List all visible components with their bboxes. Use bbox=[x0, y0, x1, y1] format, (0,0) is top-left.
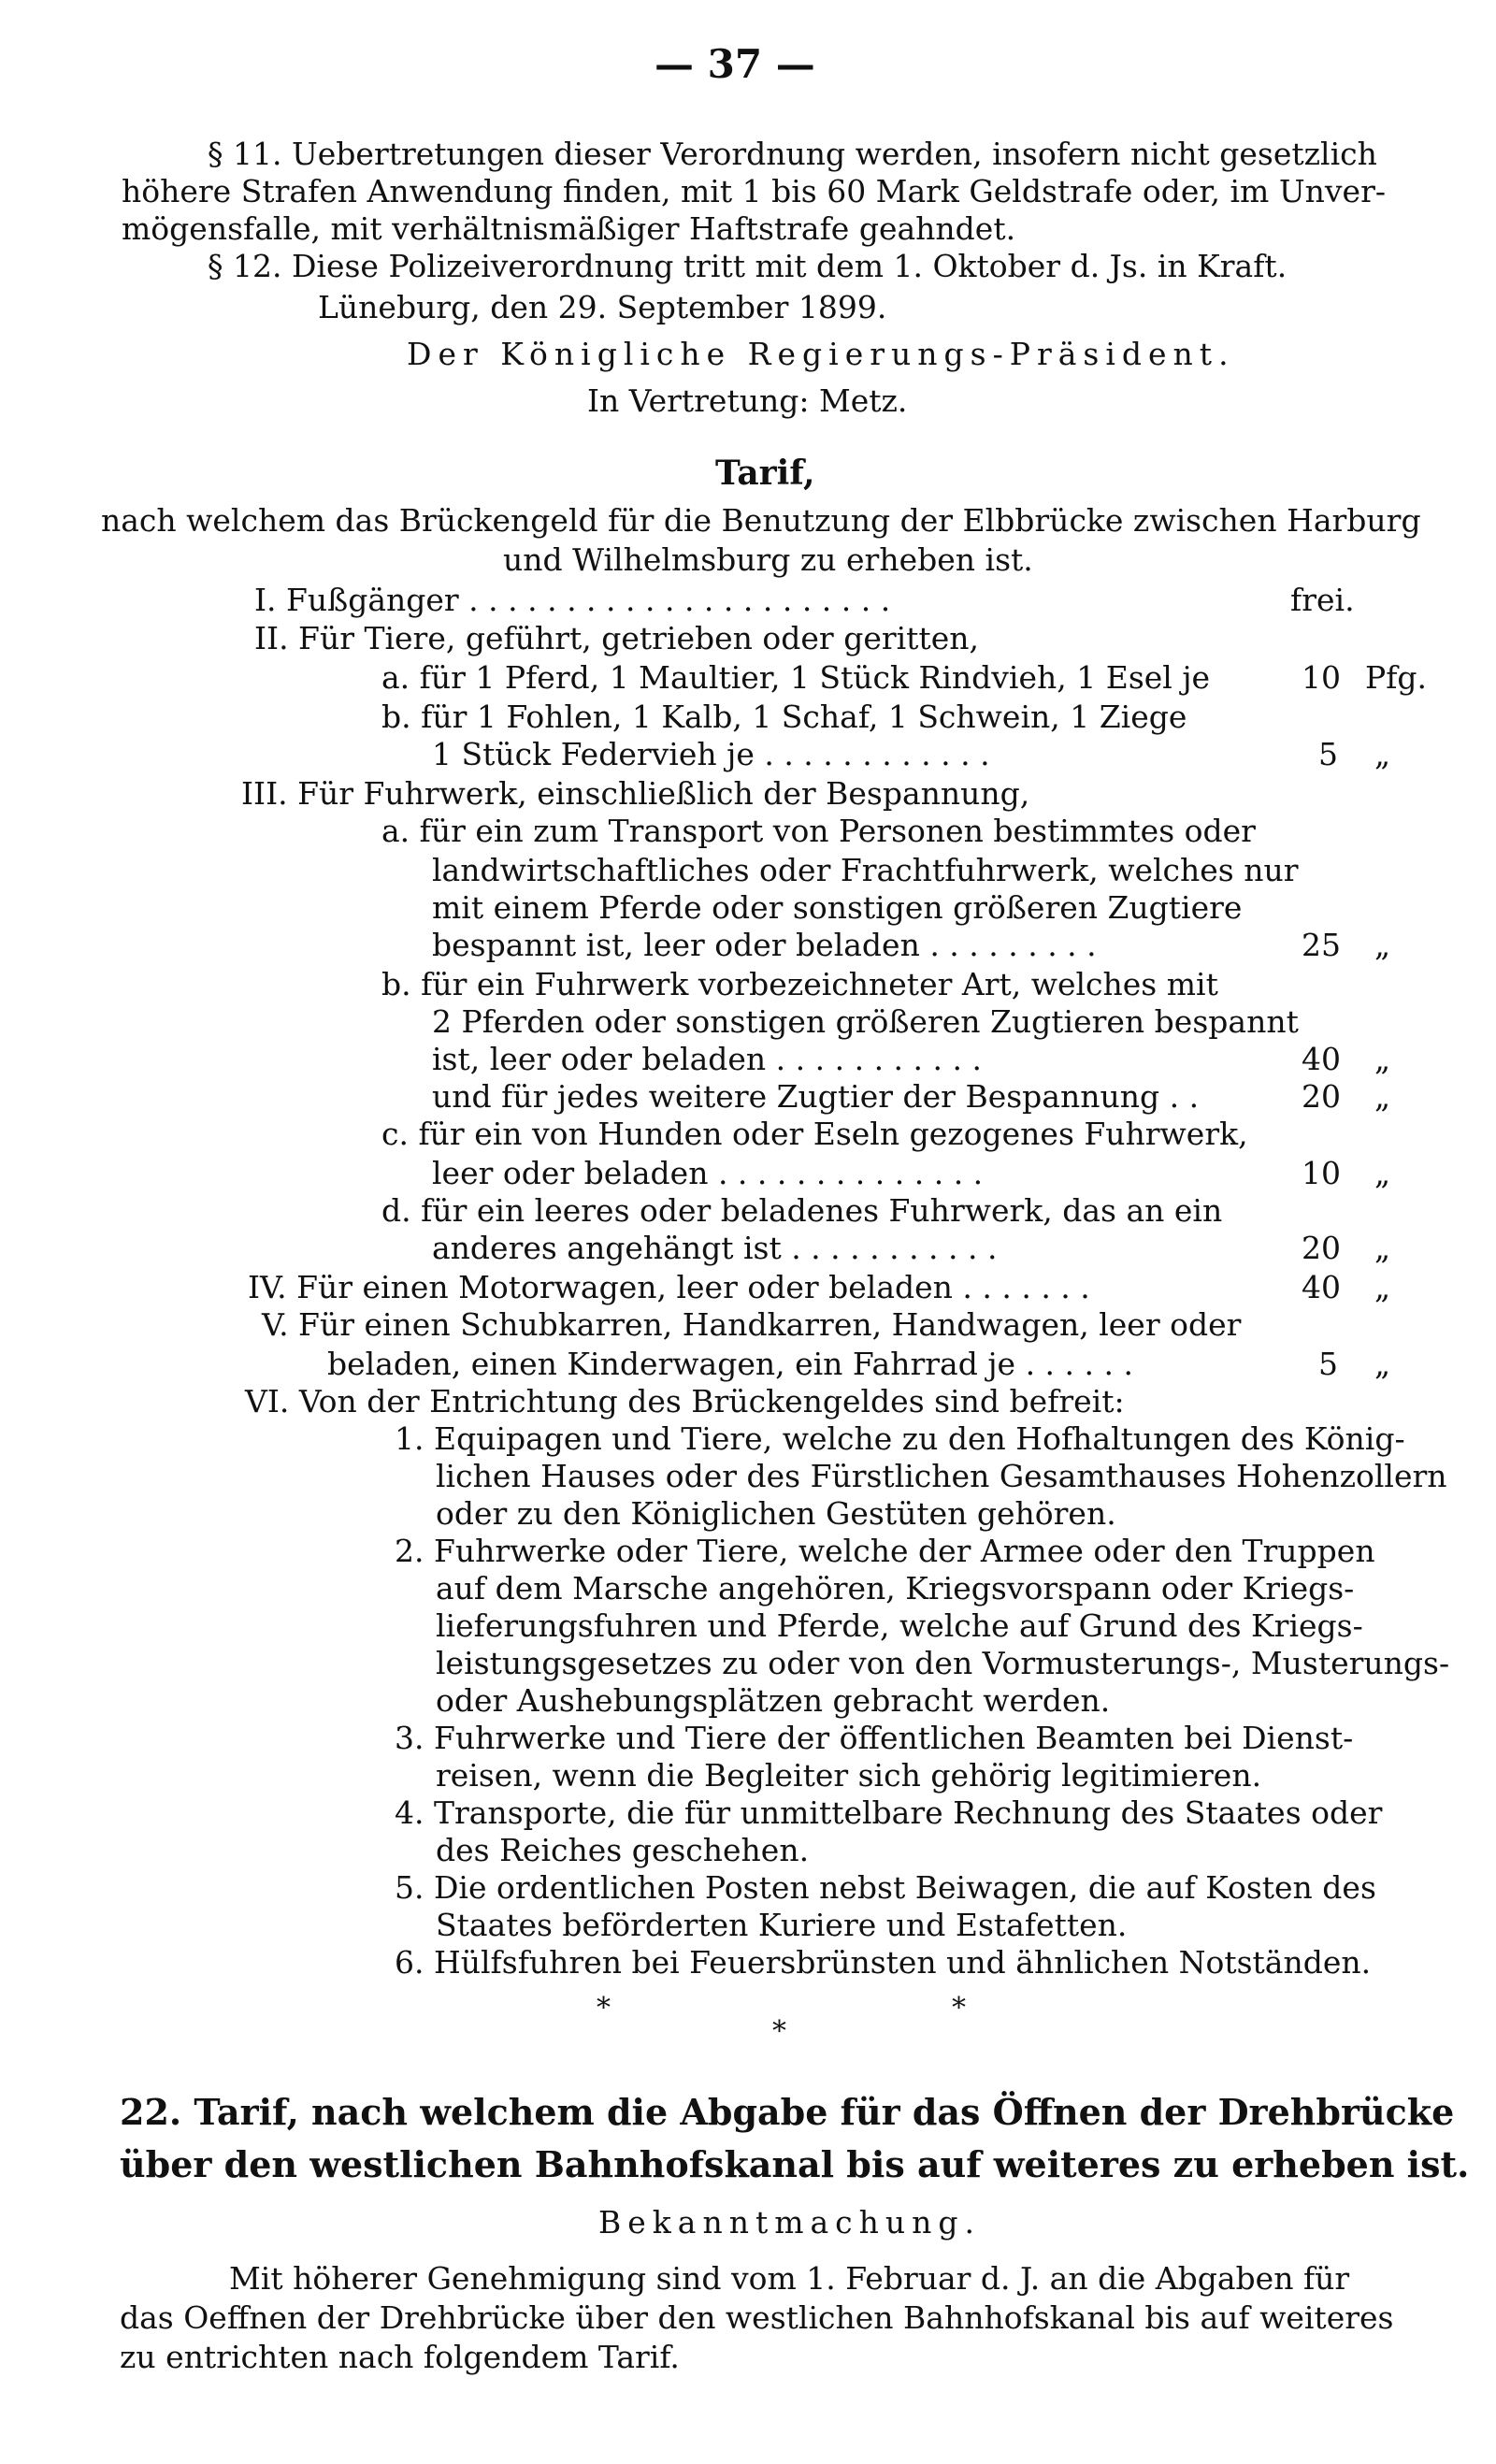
tarif-price: 40 bbox=[1302, 1269, 1341, 1305]
tarif-unit: „ bbox=[1374, 1078, 1391, 1115]
tarif-unit: „ bbox=[1374, 927, 1391, 963]
tarif-price: 25 bbox=[1302, 927, 1341, 963]
separator-star: * bbox=[597, 1992, 611, 2025]
paragraph-11-line-2: höhere Strafen Anwendung finden, mit 1 bis 60 Mark Geldstrafe oder, im Unver- bbox=[122, 173, 1387, 209]
section-22-title-line-2: über den westlichen Bahnhofskanal bis auf weiteres zu erheben ist. bbox=[120, 2143, 1470, 2185]
tarif-line: beladen, einen Kinderwagen, ein Fahrrad je . . . . . . bbox=[327, 1346, 1133, 1382]
tarif-line: lichen Hauses oder des Fürstlichen Gesamthauses Hohenzollern bbox=[436, 1458, 1447, 1494]
tarif-price: 20 bbox=[1302, 1230, 1341, 1266]
tarif-line: 5. Die ordentlichen Posten nebst Beiwagen, die auf Kosten des bbox=[395, 1869, 1376, 1906]
tarif-line: 2 Pferden oder sonstigen größeren Zugtieren bespannt bbox=[432, 1003, 1299, 1040]
page-number: — 37 — bbox=[654, 41, 815, 87]
section-22-title-line-1: 22. Tarif, nach welchem die Abgabe für das Öffnen der Drehbrücke bbox=[120, 2091, 1455, 2133]
tarif-line: a. für 1 Pferd, 1 Maultier, 1 Stück Rindvieh, 1 Esel je bbox=[381, 659, 1211, 696]
authority: Der Königliche Regierungs-Präsident. bbox=[407, 336, 1235, 372]
section-22-body-line-2: das Oeffnen der Drehbrücke über den westlichen Bahnhofskanal bis auf weiteres bbox=[120, 2299, 1394, 2336]
tarif-line: VI. Von der Entrichtung des Brückengeldes sind befreit: bbox=[245, 1383, 1125, 1419]
tarif-price: 5 bbox=[1318, 736, 1338, 772]
place-date: Lüneburg, den 29. September 1899. bbox=[318, 289, 887, 325]
paragraph-11-line-1: § 11. Uebertretungen dieser Verordnung werden, insofern nicht gesetzlich bbox=[208, 136, 1377, 172]
tarif-line: IV. Für einen Motorwagen, leer oder beladen . . . . . . . bbox=[248, 1269, 1090, 1305]
tarif-heading: Tarif, bbox=[715, 454, 815, 493]
tarif-unit: „ bbox=[1374, 1269, 1391, 1305]
tarif-unit: „ bbox=[1374, 736, 1391, 772]
tarif-line: leistungsgesetzes zu oder von den Vormusterungs-, Musterungs- bbox=[436, 1645, 1450, 1681]
tarif-line: III. Für Fuhrwerk, einschließlich der Bespannung, bbox=[241, 775, 1030, 812]
tarif-line: 4. Transporte, die für unmittelbare Rechnung des Staates oder bbox=[395, 1794, 1383, 1831]
tarif-line: lieferungsfuhren und Pferde, welche auf Grund des Kriegs- bbox=[436, 1607, 1363, 1644]
tarif-line: mit einem Pferde oder sonstigen größeren Zugtiere bbox=[432, 889, 1243, 926]
separator-star: * bbox=[952, 1992, 966, 2025]
tarif-unit: „ bbox=[1374, 1346, 1391, 1382]
section-22-body-line-1: Mit höherer Genehmigung sind vom 1. Februar d. J. an die Abgaben für bbox=[229, 2260, 1350, 2297]
tarif-line: leer oder beladen . . . . . . . . . . . . . . bbox=[432, 1155, 984, 1191]
tarif-line: 2. Fuhrwerke oder Tiere, welche der Armee oder den Truppen bbox=[395, 1533, 1375, 1569]
tarif-line: 1. Equipagen und Tiere, welche zu den Hofhaltungen des König- bbox=[395, 1420, 1405, 1457]
tarif-line: anderes angehängt ist . . . . . . . . . . . bbox=[432, 1230, 998, 1266]
signature: In Vertretung: Metz. bbox=[587, 382, 908, 419]
tarif-price: 40 bbox=[1302, 1041, 1341, 1077]
tarif-unit: „ bbox=[1374, 1041, 1391, 1077]
separator-star: * bbox=[772, 2015, 786, 2048]
tarif-line: b. für 1 Fohlen, 1 Kalb, 1 Schaf, 1 Schwein, 1 Ziege bbox=[381, 699, 1187, 735]
tarif-line: d. für ein leeres oder beladenes Fuhrwerk, das an ein bbox=[381, 1192, 1223, 1229]
tarif-line: II. Für Tiere, geführt, getrieben oder geritten, bbox=[254, 620, 979, 656]
tarif-line: b. für ein Fuhrwerk vorbezeichneter Art, welches mit bbox=[381, 966, 1218, 1002]
tarif-line: landwirtschaftliches oder Frachtfuhrwerk, welches nur bbox=[432, 852, 1299, 888]
tarif-line: des Reiches geschehen. bbox=[436, 1832, 810, 1868]
tarif-line: reisen, wenn die Begleiter sich gehörig legitimieren. bbox=[436, 1757, 1262, 1794]
tarif-line: oder zu den Königlichen Gestüten gehören. bbox=[436, 1495, 1116, 1532]
tarif-price: 20 bbox=[1302, 1078, 1341, 1115]
section-22-body-line-3: zu entrichten nach folgendem Tarif. bbox=[120, 2339, 680, 2375]
tarif-line: 1 Stück Federvieh je . . . . . . . . . . . . bbox=[432, 736, 990, 772]
tarif-line: I. Fußgänger . . . . . . . . . . . . . . . . . . . . . . bbox=[254, 582, 891, 618]
tarif-line: a. für ein zum Transport von Personen bestimmtes oder bbox=[381, 813, 1256, 849]
paragraph-12: § 12. Diese Polizeiverordnung tritt mit dem 1. Oktober d. Js. in Kraft. bbox=[208, 248, 1287, 284]
tarif-line: 6. Hülfsfuhren bei Feuersbrünsten und ähnlichen Notständen. bbox=[395, 1944, 1372, 1981]
tarif-price: 10 bbox=[1302, 1155, 1341, 1191]
tarif-price: 10 bbox=[1302, 659, 1341, 696]
tarif-line: V. Für einen Schubkarren, Handkarren, Handwagen, leer oder bbox=[262, 1306, 1242, 1343]
paragraph-11-line-3: mögensfalle, mit verhältnismäßiger Haftstrafe geahndet. bbox=[122, 210, 1016, 247]
tarif-subtitle-line-1: nach welchem das Brückengeld für die Benutzung der Elbbrücke zwischen Harburg bbox=[101, 502, 1421, 539]
tarif-line: bespannt ist, leer oder beladen . . . . . . . . . bbox=[432, 927, 1097, 963]
tarif-unit: „ bbox=[1374, 1155, 1391, 1191]
tarif-unit: „ bbox=[1374, 1230, 1391, 1266]
tarif-unit: Pfg. bbox=[1365, 659, 1428, 696]
tarif-line: auf dem Marsche angehören, Kriegsvorspann oder Kriegs- bbox=[436, 1570, 1355, 1607]
section-22-announcement: Bekanntmachung. bbox=[598, 2204, 982, 2241]
tarif-line: und für jedes weitere Zugtier der Bespannung . . bbox=[432, 1078, 1200, 1115]
tarif-line: Staates beförderten Kuriere und Estafetten. bbox=[436, 1907, 1128, 1943]
tarif-line: ist, leer oder beladen . . . . . . . . . . . bbox=[432, 1041, 982, 1077]
tarif-line: 3. Fuhrwerke und Tiere der öffentlichen Beamten bei Dienst- bbox=[395, 1720, 1354, 1756]
tarif-price: 5 bbox=[1318, 1346, 1338, 1382]
tarif-price: frei. bbox=[1290, 582, 1355, 618]
tarif-subtitle-line-2: und Wilhelmsburg zu erheben ist. bbox=[503, 541, 1033, 578]
tarif-line: oder Aushebungsplätzen gebracht werden. bbox=[436, 1682, 1111, 1719]
tarif-line: c. für ein von Hunden oder Eseln gezogenes Fuhrwerk, bbox=[381, 1116, 1248, 1152]
